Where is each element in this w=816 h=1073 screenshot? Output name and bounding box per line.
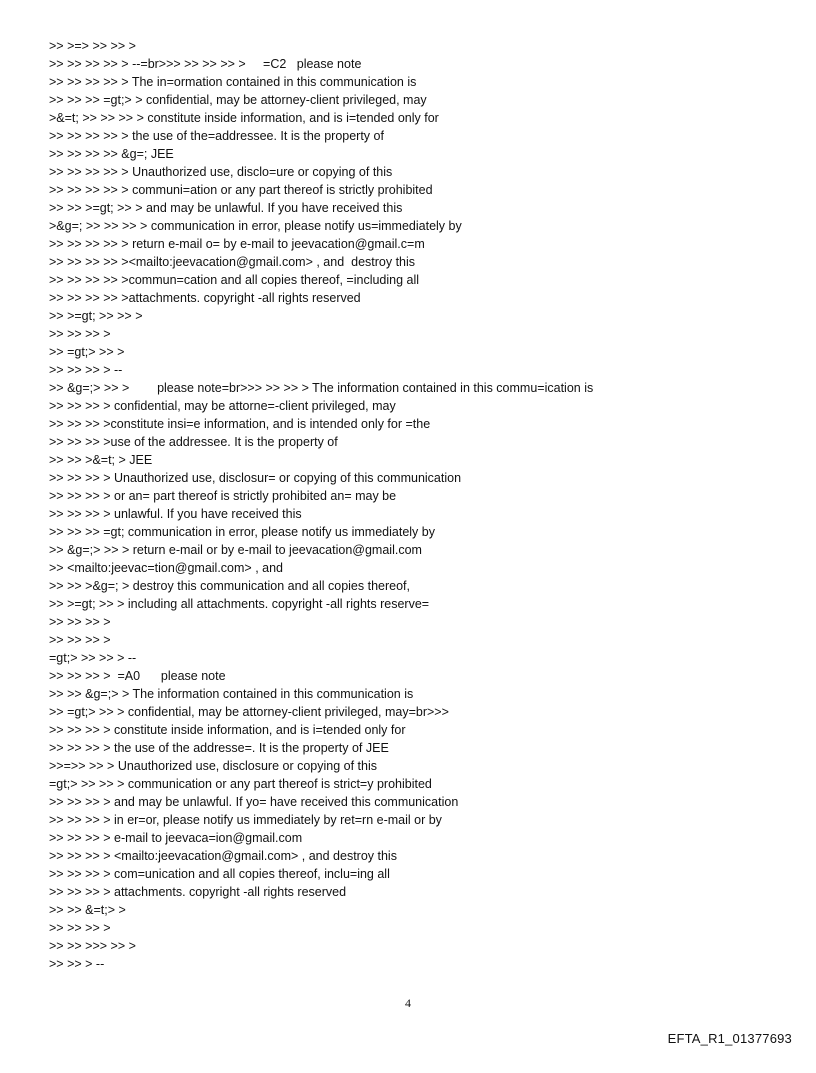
email-text-line: >> >> >> > in er=or, please notify us immediately by ret=rn e-mail or by [49, 813, 442, 827]
document-body [49, 37, 789, 973]
email-text-line: >> >> >> >> > return e-mail o= by e-mail to jeevacation@gmail.c=m [49, 237, 425, 251]
email-text-line: >> >> >&g=; > destroy this communication and all copies thereof, [49, 579, 410, 593]
email-text-line: >> >> >>> >> > [49, 939, 136, 953]
email-text-line: >> >> >> =gt;> > confidential, may be attorney-client privileged, may [49, 93, 427, 107]
email-text-line: >> >> >> >> > Unauthorized use, disclo=ure or copying of this [49, 165, 393, 179]
email-text-line: >> >> >> > and may be unlawful. If yo= have received this communication [49, 795, 459, 809]
email-text-line: >> >> >> >use of the addressee. It is the property of [49, 435, 338, 449]
email-text-line: >&g=; >> >> >> > communication in error, please notify us=immediately by [49, 219, 462, 233]
email-text-line: >> >> >> >> >commun=cation and all copies thereof, =including all [49, 273, 420, 287]
email-text-line: >> >> >> > confidential, may be attorne=-client privileged, may [49, 399, 396, 413]
email-text-line: >>=>> >> > Unauthorized use, disclosure or copying of this [49, 759, 377, 773]
email-text-line: >> =gt;> >> > [49, 345, 125, 359]
email-text-line: >> >> >> >> &g=; JEE [49, 147, 174, 161]
email-text-line: >> >> >> > the use of the addresse=. It is the property of JEE [49, 741, 389, 755]
email-text-line: >> >> >> >> > --=br>>> >> >> >> > =C2 please note [49, 57, 362, 71]
email-text-line: >> >> >> > [49, 921, 111, 935]
email-text-line: >> >> >> > attachments. copyright -all rights reserved [49, 885, 347, 899]
email-text-line: >> >> >> >> > the use of the=addressee. It is the property of [49, 129, 384, 143]
email-text-line: >> &g=;> >> > return e-mail or by e-mail to jeevacation@gmail.com [49, 543, 422, 557]
email-text-line: >> <mailto:jeevac=tion@gmail.com> , and [49, 561, 283, 575]
email-text-line: >> >=gt; >> >> > [49, 309, 143, 323]
email-text-line: >> >> >=gt; >> > and may be unlawful. If you have received this [49, 201, 403, 215]
email-text-line: >> >=> >> >> > [49, 39, 136, 53]
email-text-line: =gt;> >> >> > communication or any part thereof is strict=y prohibited [49, 777, 432, 791]
email-text-line: >> >> >> > e-mail to jeevaca=ion@gmail.com [49, 831, 303, 845]
email-text-line: >> >> >> > =A0 please note [49, 669, 226, 683]
email-text-line: >> >> >> > [49, 327, 111, 341]
email-text-line: >> >> >> > unlawful. If you have received this [49, 507, 302, 521]
email-text-line: >> >> > -- [49, 957, 105, 971]
email-text-line: >> =gt;> >> > confidential, may be attorney-client privileged, may=br>>> [49, 705, 449, 719]
page-number: 4 [405, 996, 411, 1010]
email-text-line: >> >> >> =gt; communication in error, please notify us immediately by [49, 525, 435, 539]
email-text-line: >> >=gt; >> > including all attachments. copyright -all rights reserve= [49, 597, 430, 611]
email-text-line: >> >> >> > Unauthorized use, disclosur= or copying of this communication [49, 471, 462, 485]
email-text-line: =gt;> >> >> > -- [49, 651, 137, 665]
email-text-line: >> >> >> > constitute inside information, and is i=tended only for [49, 723, 406, 737]
email-text-line: >> >> >> > com=unication and all copies thereof, inclu=ing all [49, 867, 390, 881]
email-text-line: >> >> >&=t; > JEE [49, 453, 153, 467]
email-text-line: >> >> >> > or an= part thereof is strictly prohibited an= may be [49, 489, 397, 503]
email-text-line: >> >> >> >> > The in=ormation contained in this communication is [49, 75, 417, 89]
email-text-line: >> >> >> >> > communi=ation or any part thereof is strictly prohibited [49, 183, 433, 197]
email-text-line: >> >> >> >> >attachments. copyright -all rights reserved [49, 291, 361, 305]
email-text-line: >> >> &=t;> > [49, 903, 126, 917]
email-text-line: >> >> &g=;> > The information contained in this communication is [49, 687, 414, 701]
email-text-line: >&=t; >> >> >> > constitute inside information, and is i=tended only for [49, 111, 439, 125]
email-text-line: >> >> >> > <mailto:jeevacation@gmail.com> , and destroy this [49, 849, 397, 863]
email-text-line: >> >> >> > [49, 615, 111, 629]
email-text-line: >> >> >> > [49, 633, 111, 647]
email-text-line: >> >> >> > -- [49, 363, 123, 377]
email-text-line: >> >> >> >constitute insi=e information, and is intended only for =the [49, 417, 431, 431]
document-id: EFTA_R1_01377693 [667, 1031, 792, 1046]
email-text-line: >> &g=;> >> > please note=br>>> >> >> > The information contained in this commu=ication is [49, 381, 594, 395]
email-text-line: >> >> >> >> ><mailto:jeevacation@gmail.com> , and destroy this [49, 255, 416, 269]
